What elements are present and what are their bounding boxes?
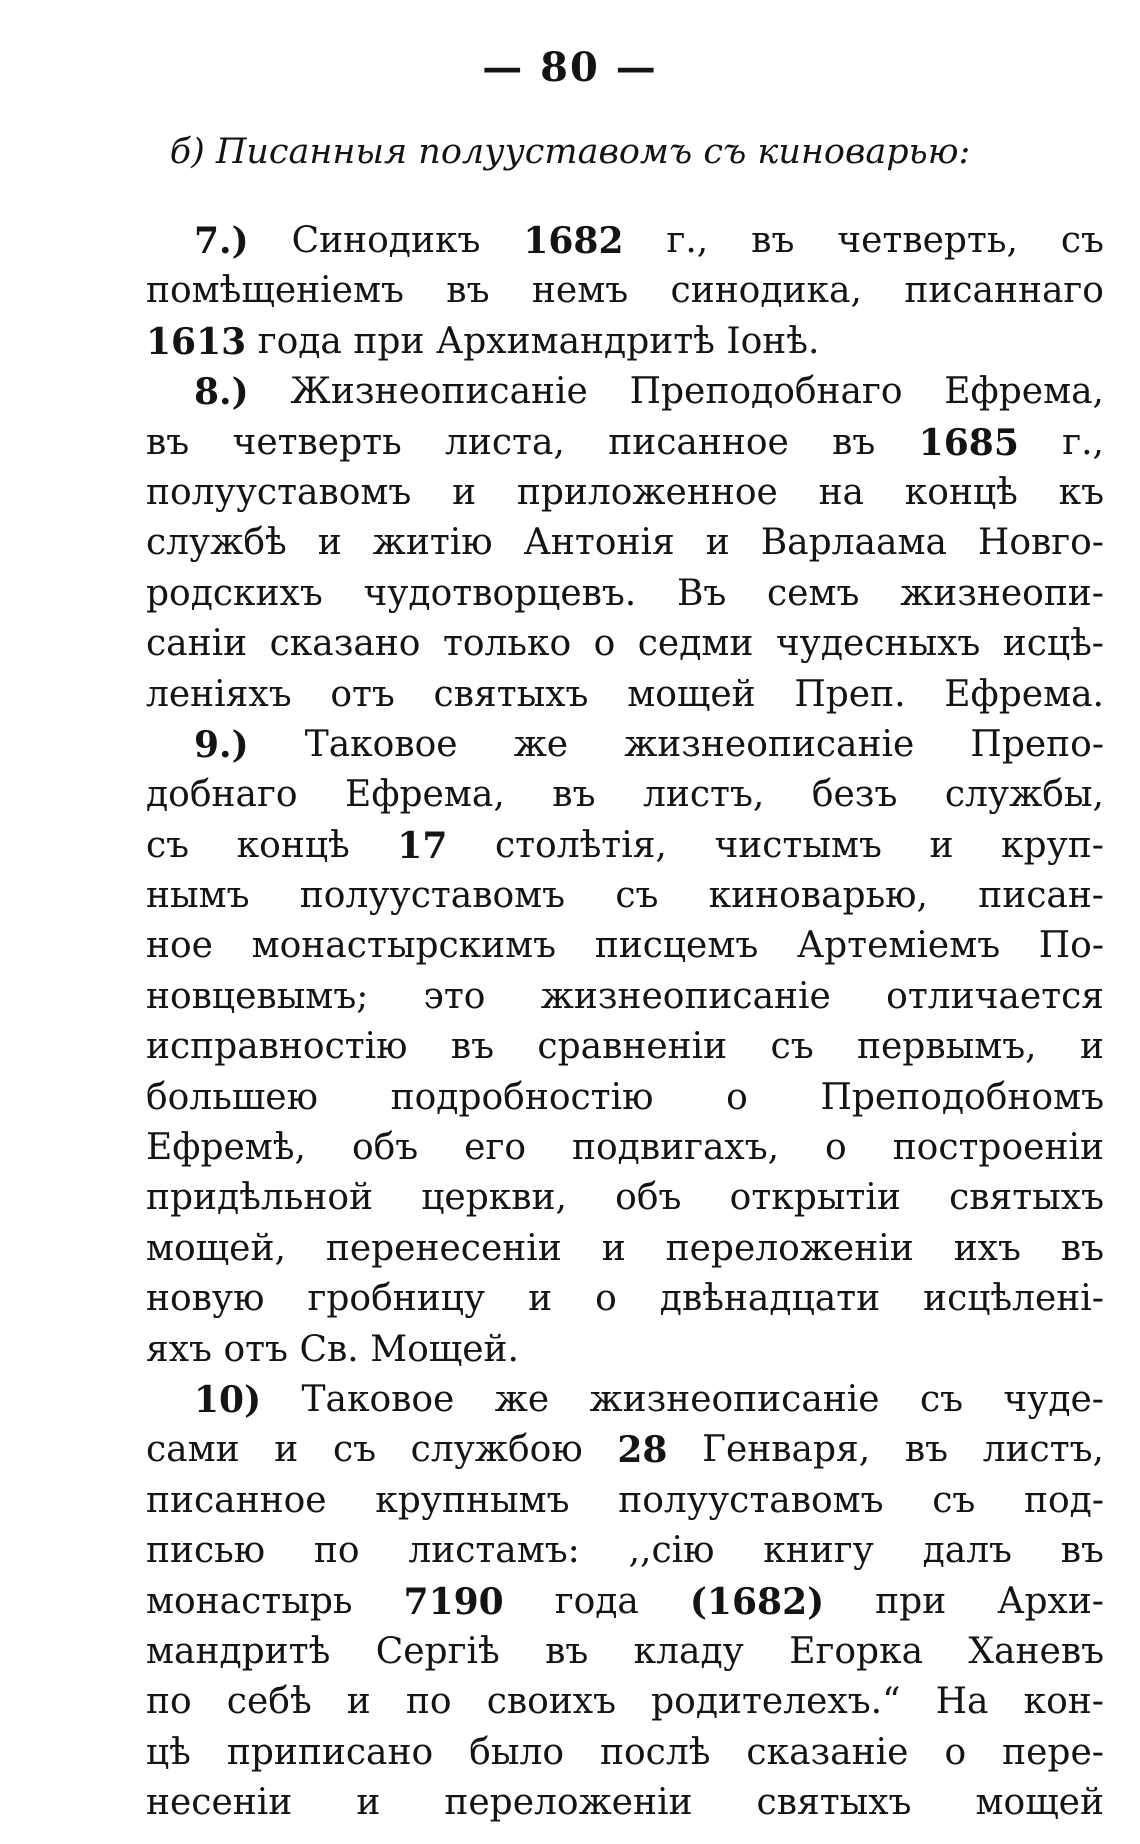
text-line [146,367,1104,417]
text-line [146,317,1104,367]
text-line [146,468,1104,518]
word: приписано [226,1731,434,1773]
word: съ [615,875,659,917]
word: книгу [763,1530,874,1572]
word: Жизнеописаніе [290,371,588,413]
text-line [146,1224,1104,1274]
word: безъ [811,774,898,816]
word: же [494,1378,550,1420]
text-line [146,1375,1104,1425]
word: сказано [269,623,421,665]
word: концѣ [236,824,350,866]
word: г., [666,220,709,261]
word: 10) [194,1378,262,1421]
word: въ [450,1026,495,1068]
word: 1613 [146,320,247,363]
word: монастырскимъ [251,925,557,967]
text-line [146,216,1104,266]
word: въ [832,421,876,463]
word: пере- [1002,1731,1104,1773]
text-line [146,1627,1104,1677]
text-line [146,1677,1104,1727]
text-line [146,670,1104,720]
word: о [593,623,616,665]
word: гробницу [307,1278,486,1320]
text-line [146,418,1104,468]
word: яхъ [146,1328,212,1370]
word: исправностію [146,1026,408,1068]
word: добнаго [146,774,298,816]
word: монастырь [146,1580,353,1622]
word: Генваря, [702,1429,871,1471]
body-text [146,216,1104,1829]
word: открытіи [729,1177,901,1219]
word: писанное [146,1479,327,1521]
word: писцемъ [594,925,759,967]
word: подробностію [390,1076,654,1118]
word: мандритѣ [146,1630,331,1672]
word: первымъ, [856,1026,1037,1068]
word: листамъ: [408,1530,580,1572]
word: большею [146,1076,318,1118]
word: Ханевъ [968,1630,1104,1672]
word: 9.) [194,723,249,766]
word: Таковое [304,723,458,765]
word: 1682 [523,220,624,262]
text-line [146,619,1104,669]
word: въ [904,1429,949,1471]
word: службѣ [146,522,287,564]
word: Ефрема, [345,774,505,816]
text-line [146,266,1104,316]
word: сравненіи [537,1026,728,1068]
word: полууставомъ [299,875,566,917]
word: Ефремѣ, [146,1127,306,1169]
word: Новго- [977,522,1104,564]
word: Преподобномъ [820,1076,1104,1118]
word: крупнымъ [375,1479,570,1521]
word: сами [146,1429,240,1471]
word: Преподобнаго [629,371,903,413]
word: перенесеніи [325,1227,562,1269]
word: писью [146,1530,266,1572]
word: Преп. [794,673,906,715]
word: листъ, [982,1429,1104,1471]
word: о [595,1278,617,1320]
word: листъ, [643,774,765,816]
text-line [146,871,1104,921]
word: своихъ [486,1681,617,1723]
word: жизнеопи- [900,572,1104,614]
word: жизнеописаніе [624,723,915,765]
word: мощей, [146,1227,286,1269]
word: Синодикъ [291,220,481,261]
word: въ [545,1630,589,1672]
text-line [146,1526,1104,1576]
text-line [146,1325,1104,1375]
word: писан- [978,875,1104,917]
word: Антонія [523,522,675,564]
word: съ [919,1378,964,1420]
word: его [464,1127,527,1169]
word: полууставомъ [146,471,412,513]
word: леніяхъ [146,673,292,715]
word: саніи [146,623,248,665]
word: Св. [299,1328,359,1370]
word: синодика, [670,270,862,312]
word: писанное [608,421,789,463]
word: только [442,623,572,665]
word: переложеніи [444,1782,693,1824]
text-line [146,821,1104,871]
word: отъ [330,673,395,715]
word: на [818,471,865,513]
word: новцевымъ; [146,975,369,1017]
word: при [875,1580,947,1622]
word: 17 [397,824,448,867]
word: чистымъ [714,824,882,866]
word: кладу [633,1630,744,1672]
word: отъ [223,1328,288,1370]
word: цѣ [146,1731,191,1773]
text-line [146,1728,1104,1778]
text-line [146,1425,1104,1475]
word: и [317,522,342,564]
word: и [929,824,954,866]
word: Мощей. [370,1328,519,1370]
word: жизнеописаніе [589,1378,880,1420]
word: о [944,1731,967,1773]
word: придѣльной [146,1177,374,1219]
word: въ [751,220,795,261]
word: Архи- [997,1580,1104,1622]
word: въ [552,774,596,816]
word: и [601,1227,626,1269]
word: построеніи [892,1127,1104,1169]
word: четверть, [837,220,1018,261]
text-line [146,1476,1104,1526]
word: себѣ [226,1681,312,1723]
word: о [825,1127,847,1169]
word: къ [1058,471,1104,513]
word: новую [146,1278,265,1320]
word: и [528,1278,553,1320]
word: по [146,1681,192,1723]
word: исцѣлені- [923,1278,1104,1320]
word: (1682) [689,1580,825,1623]
word: концѣ [904,471,1018,513]
word: Ефрема, [944,371,1104,413]
word: Архимандритѣ [435,320,715,362]
word: родскихъ [146,572,323,614]
word: святыхъ [949,1177,1104,1219]
text-line [146,972,1104,1022]
word: Таковое [301,1378,455,1420]
word: святыхъ [756,1782,912,1824]
word: круп- [1001,824,1104,866]
word: Препо- [970,723,1104,765]
word: объ [351,1127,419,1169]
word: Варлаама [760,522,947,564]
word: ихъ [953,1227,1021,1269]
word: 1685 [918,421,1019,464]
word: года [554,1580,639,1622]
word: На [935,1681,989,1723]
word: столѣтія, [494,824,667,866]
word: нымъ [146,875,250,917]
word: киноварью, [708,875,928,917]
word: семъ [767,572,860,614]
word: Егорка [789,1630,924,1672]
word: Въ [676,572,727,614]
word: 28 [617,1429,668,1472]
word: житію [372,522,493,564]
word: о [726,1076,748,1118]
word: переложеніи [665,1227,914,1269]
word: мощей [627,673,756,715]
text-line [146,518,1104,568]
word: въ [146,421,190,463]
word: исцѣ- [1002,623,1104,665]
text-line [146,1778,1104,1828]
word: это [423,975,486,1017]
text-line [146,921,1104,971]
word: съ [146,824,190,866]
word: послѣ [600,1731,711,1773]
word: ,,сію [628,1530,715,1572]
word: жизнеописаніе [540,975,831,1017]
word: несеніи [146,1782,293,1824]
word: службы, [944,774,1104,816]
word: сказаніе [746,1731,909,1773]
word: писаннаго [904,270,1104,312]
word: двѣнадцати [659,1278,881,1320]
text-line [146,1123,1104,1173]
word: листа, [445,421,565,463]
text-line [146,569,1104,619]
word: Артеміемъ [796,925,1001,967]
word: въ [1060,1227,1104,1269]
word: отличается [886,975,1104,1017]
word: полууставомъ [618,1479,884,1521]
word: далъ [922,1530,1012,1572]
word: объ [615,1177,682,1219]
text-line [146,1022,1104,1072]
section-heading: б) Писанныя полууставомъ съ киноварью: [169,132,971,172]
text-line [146,1577,1104,1627]
word: немъ [531,270,629,312]
word: чудесныхъ [775,623,981,665]
text-line [146,1274,1104,1324]
word: 8.) [194,371,249,414]
word: под- [1024,1479,1104,1521]
word: Іонѣ. [726,320,820,362]
word: съ [932,1479,976,1521]
text-line [146,720,1104,770]
word: съ [770,1026,814,1068]
word: помѣщеніемъ [146,270,404,312]
word: мощей [975,1782,1104,1824]
word: церкви, [421,1177,567,1219]
word: года [257,320,342,362]
word: Сергіѣ [375,1630,500,1672]
word: родителехъ.“ [651,1681,901,1723]
word: святыхъ [433,673,589,715]
word: и [356,1782,381,1824]
word: подвигахъ, [571,1127,780,1169]
word: службою [410,1429,583,1471]
word: 7190 [403,1580,504,1623]
word: Ефрема. [944,673,1104,715]
word: и [274,1429,299,1471]
word: и [452,471,477,513]
word: и [1079,1026,1104,1068]
word: ное [146,925,213,967]
word: по [405,1681,452,1723]
word: при [353,320,425,362]
word: и [705,522,730,564]
word: По- [1038,925,1104,967]
word: чудотворцевъ. [363,572,637,614]
word: г., [1062,421,1104,463]
word: седми [637,623,754,665]
word: въ [446,270,490,312]
word: четверть [232,421,402,463]
text-line [146,770,1104,820]
text-line [146,1173,1104,1223]
word: же [513,723,569,765]
word: чуде- [1003,1378,1104,1420]
word: въ [1060,1530,1104,1572]
word: и [346,1681,371,1723]
page-number: — 80 — [482,44,658,91]
text-line [146,1073,1104,1123]
word: было [469,1731,565,1773]
word: кон- [1023,1681,1104,1723]
word: по [313,1530,360,1572]
word: 7.) [194,220,249,262]
word: приложенное [516,471,778,513]
word: съ [1060,220,1104,261]
word: съ [332,1429,377,1471]
